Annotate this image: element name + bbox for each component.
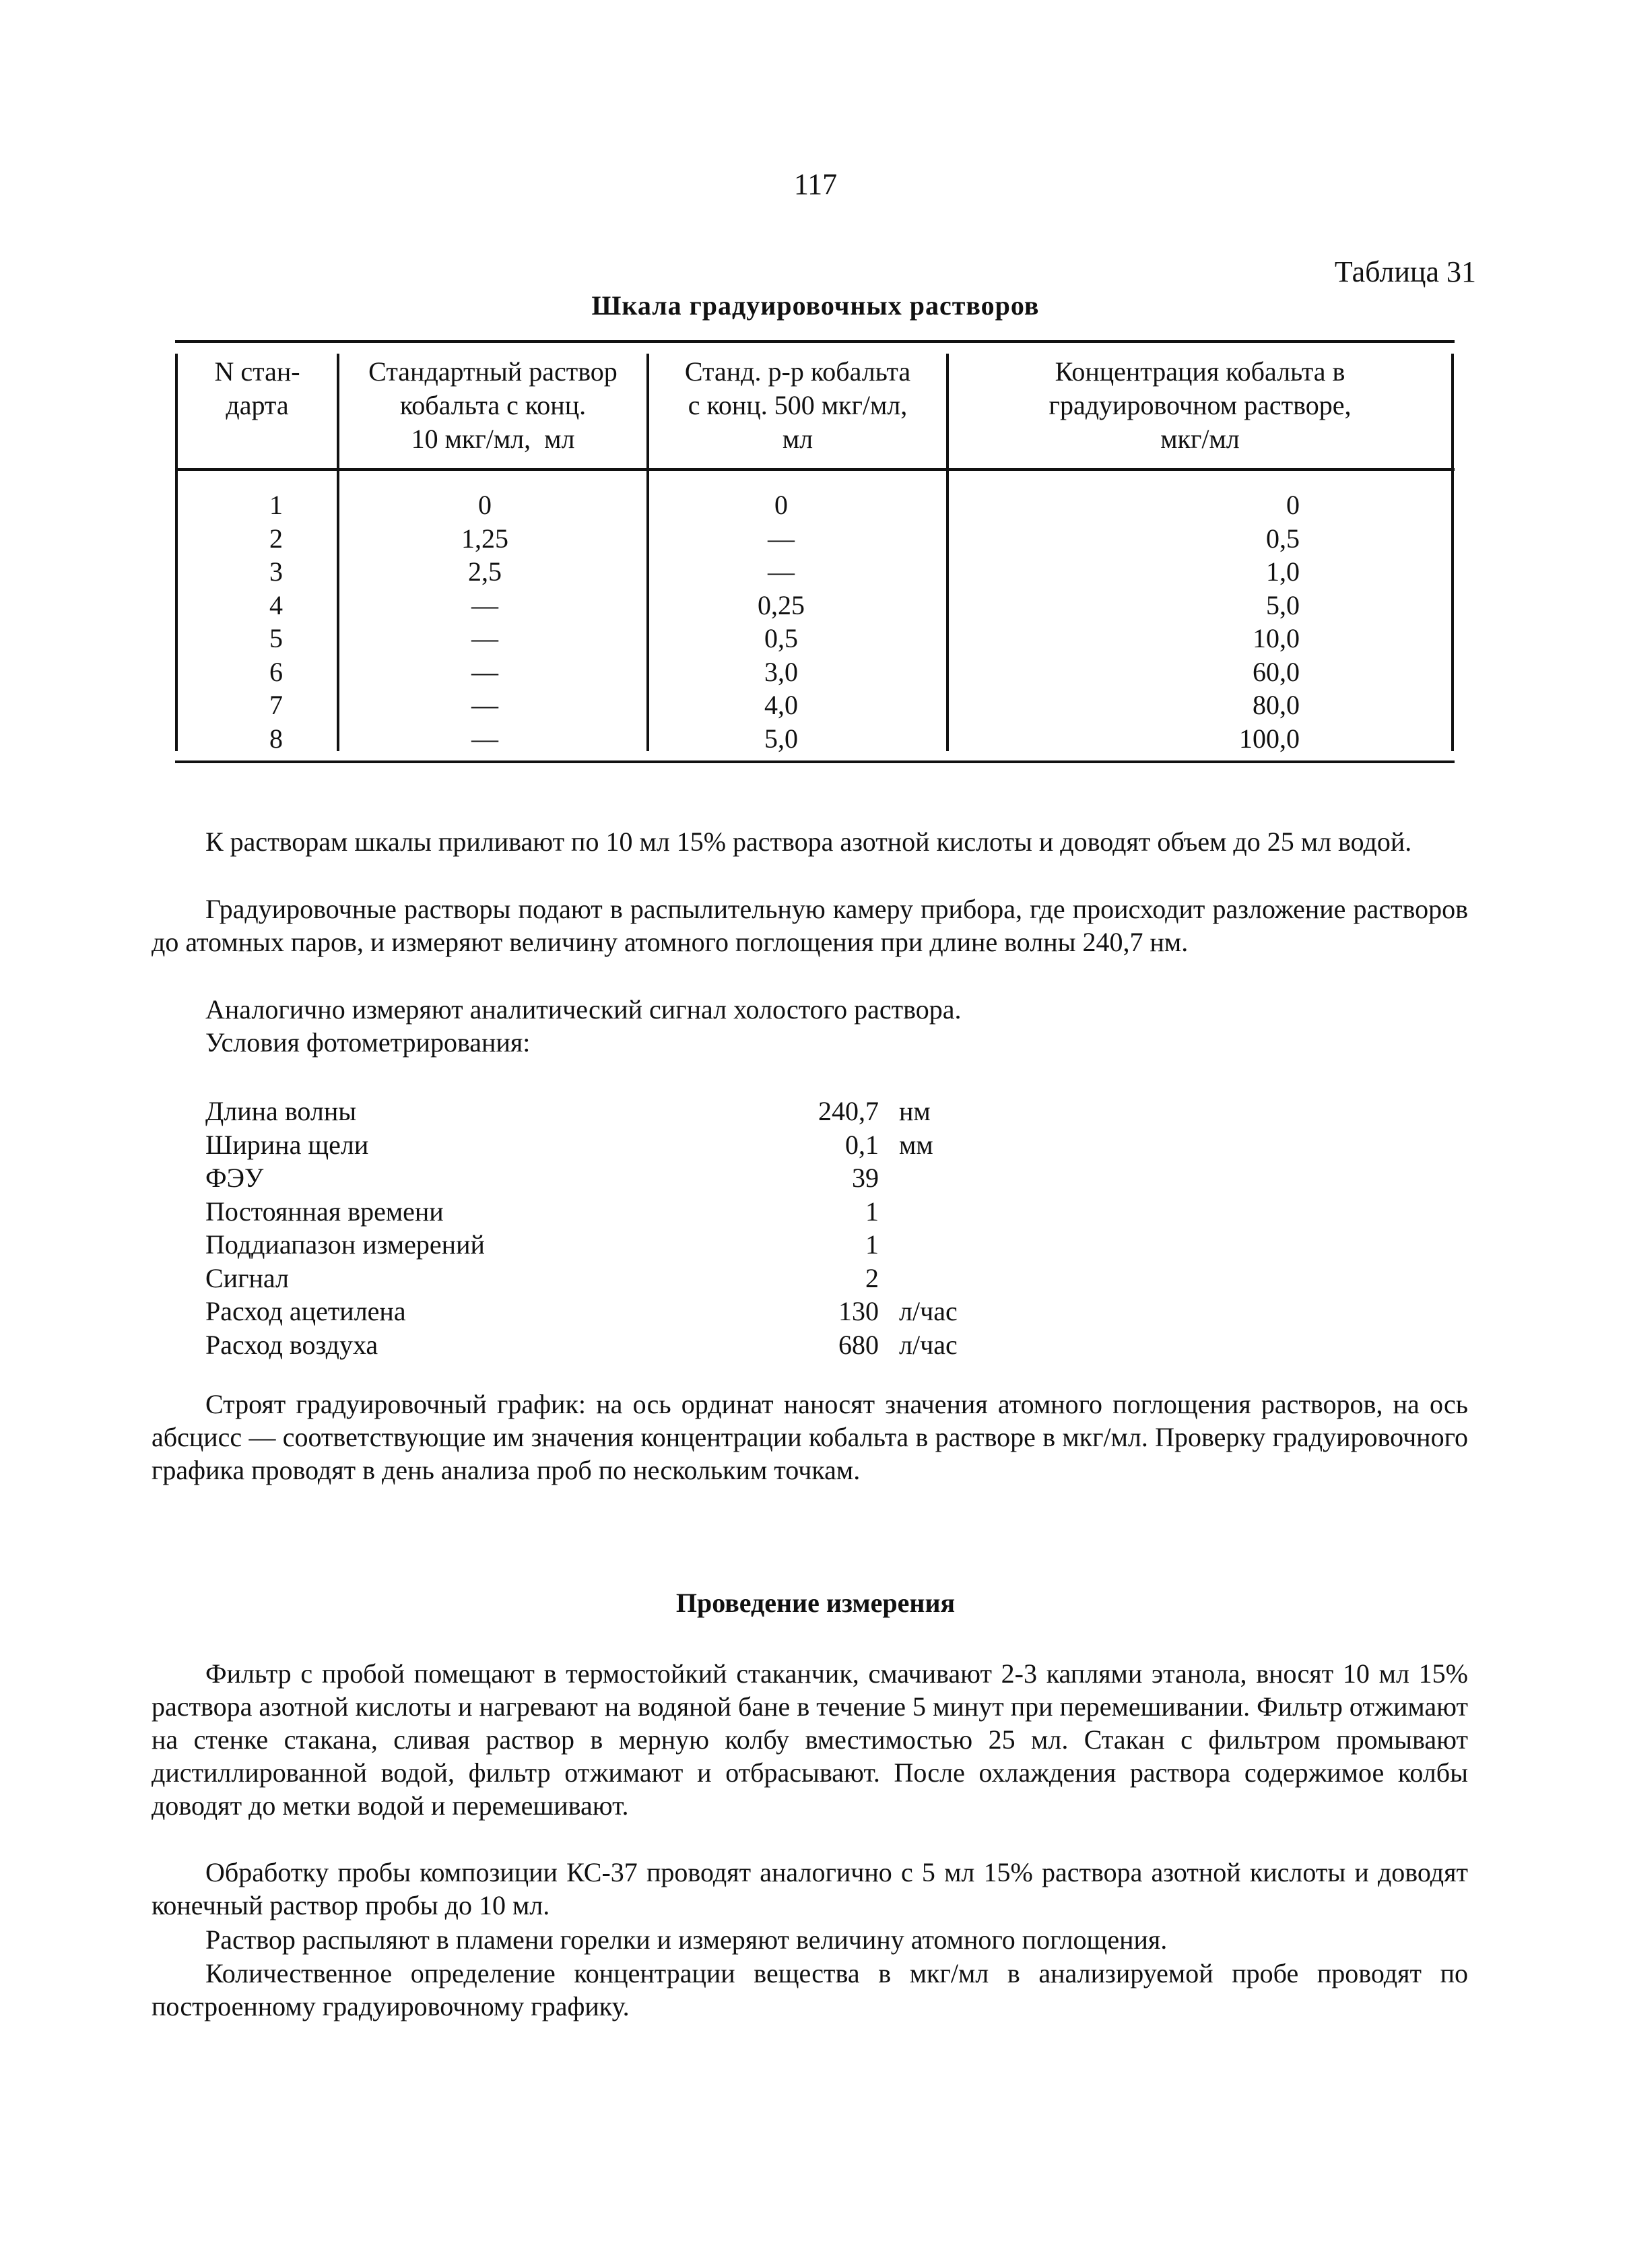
condition-row: Сигнал 2 — [205, 1262, 879, 1293]
table-cell: 0 — [478, 490, 492, 520]
table-cell: 8 — [269, 723, 283, 754]
table-cell: 10,0 — [1253, 623, 1300, 653]
header-concentration: Концентрация кобальта в градуировочном растворе, мкг/мл — [1048, 356, 1352, 454]
table-bottom-rule — [175, 760, 1455, 763]
table-cell: 5,0 — [764, 723, 798, 754]
table-cell: 3 — [269, 556, 283, 587]
table-header-rule — [175, 468, 1455, 471]
table-cell: 7 — [269, 690, 283, 720]
table-cell: 0 — [1286, 490, 1300, 520]
table-cell: 0,25 — [758, 589, 805, 620]
table-cell: 100,0 — [1239, 723, 1300, 754]
table-cell: 80,0 — [1253, 690, 1300, 720]
table-cell: 2,5 — [468, 556, 502, 587]
table-cell: — — [471, 656, 498, 687]
paragraph-solutions: К растворам шкалы приливают по 10 мл 15% раствора азотной кислоты и доводят объем до 25 мл водой. — [205, 827, 1412, 857]
table-cell: 5,0 — [1266, 589, 1300, 620]
column-concentration — [1185, 488, 1300, 755]
table-cell: — — [471, 589, 498, 620]
table-cell: 60,0 — [1253, 656, 1300, 687]
page-number: 117 — [793, 168, 838, 201]
table-cell: 1 — [269, 490, 283, 520]
condition-row: Длина волны 240,7 нм — [205, 1096, 931, 1126]
conditions-list — [205, 1095, 1148, 1361]
header-standard-10: Стандартный раствор кобальта с конц. 10 мкг/мл, мл — [368, 356, 618, 454]
paragraph-spray-chamber: Градуировочные растворы подают в распылительную камеру прибора, где происходит разложение растворов до атомных паров, и измеряют величину атомного поглощения при длине волны 240,7 нм. — [152, 894, 1468, 957]
column-standard-500 — [734, 488, 828, 755]
paragraph-calibration-graph: Строят градуировочный график: на ось ординат наносят значения атомного поглощения растворов, на ось абсцисс — соответствующие им значения концентрации кобальта в растворе в мкг/мл. Проверку градуировочного графика проводят в день анализа проб по нескольким точкам. — [152, 1389, 1468, 1485]
paragraph-ks37: Обработку пробы композиции КС-37 проводят аналогично с 5 мл 15% раствора азотной кислоты и доводят конечный раствор пробы до 10 мл. — [152, 1857, 1468, 1920]
table-cell: — — [471, 623, 498, 653]
table-title: Шкала градуировочных растворов — [591, 290, 1040, 321]
table-top-rule — [175, 340, 1455, 343]
condition-row: Поддиапазон измерений 1 — [205, 1229, 879, 1260]
condition-row: Расход воздуха 680 л/час — [205, 1329, 958, 1360]
paragraph-quantitative: Количественное определение концентрации вещества в мкг/мл в анализируемой пробе проводят по построенному градуировочному графику. — [152, 1958, 1468, 2021]
paragraph-conditions-heading: Условия фотометрирования: — [205, 1027, 531, 1058]
table-cell: 3,0 — [764, 656, 798, 687]
paragraph-spray: Раствор распыляют в пламени горелки и измеряют величину атомного поглощения. — [205, 1924, 1168, 1955]
table-cell: 1,0 — [1266, 556, 1300, 587]
table-cell: 2 — [269, 523, 283, 554]
table-cell: 0,5 — [764, 623, 798, 653]
condition-row: Расход ацетилена 130 л/час — [205, 1296, 958, 1326]
paragraph-filter: Фильтр с пробой помещают в термостойкий стаканчик, смачивают 2-3 каплями этанола, вносят 10 мл 15% раствора азотной кислоты и нагревают на водяной бане в течение 5 минут при перемешивании. Фильтр отжимают на стенке стакана, сливая раствор в мерную колбу вместимостью 25 мл. Стакан с фильтром промывают дистиллированной водой, фильтр отжимают и отбрасывают. После охлаждения раствора содержимое колбы доводят до метки водой и перемешивают. — [152, 1658, 1468, 1821]
section-title: Проведение измерения — [675, 1588, 956, 1618]
header-standard-number: N стан- дарта — [214, 356, 300, 420]
table-border-right — [1451, 354, 1454, 751]
table-cell: 4 — [269, 589, 283, 620]
table-cell: — — [768, 523, 795, 554]
table-cell: 6 — [269, 656, 283, 687]
table-cell: — — [768, 556, 795, 587]
condition-row: Ширина щели 0,1 мм — [205, 1129, 933, 1160]
table-cell: — — [471, 723, 498, 754]
calibration-table — [175, 340, 1455, 763]
paragraph-blank: Аналогично измеряют аналитический сигнал холостого раствора. — [205, 994, 962, 1025]
table-cell: — — [471, 690, 498, 720]
condition-row: ФЭУ 39 — [205, 1163, 879, 1193]
table-cell: 0 — [774, 490, 788, 520]
table-label: Таблица 31 — [1334, 255, 1476, 288]
column-standard-number — [242, 488, 310, 755]
column-standard-10 — [438, 488, 532, 755]
table-cell: 0,5 — [1266, 523, 1300, 554]
header-standard-500: Станд. р-р кобальта с конц. 500 мкг/мл, мл — [684, 356, 911, 454]
table-cell: 4,0 — [764, 690, 798, 720]
table-cell: 5 — [269, 623, 283, 653]
condition-row: Постоянная времени 1 — [205, 1196, 879, 1227]
table-cell: 1,25 — [461, 523, 508, 554]
